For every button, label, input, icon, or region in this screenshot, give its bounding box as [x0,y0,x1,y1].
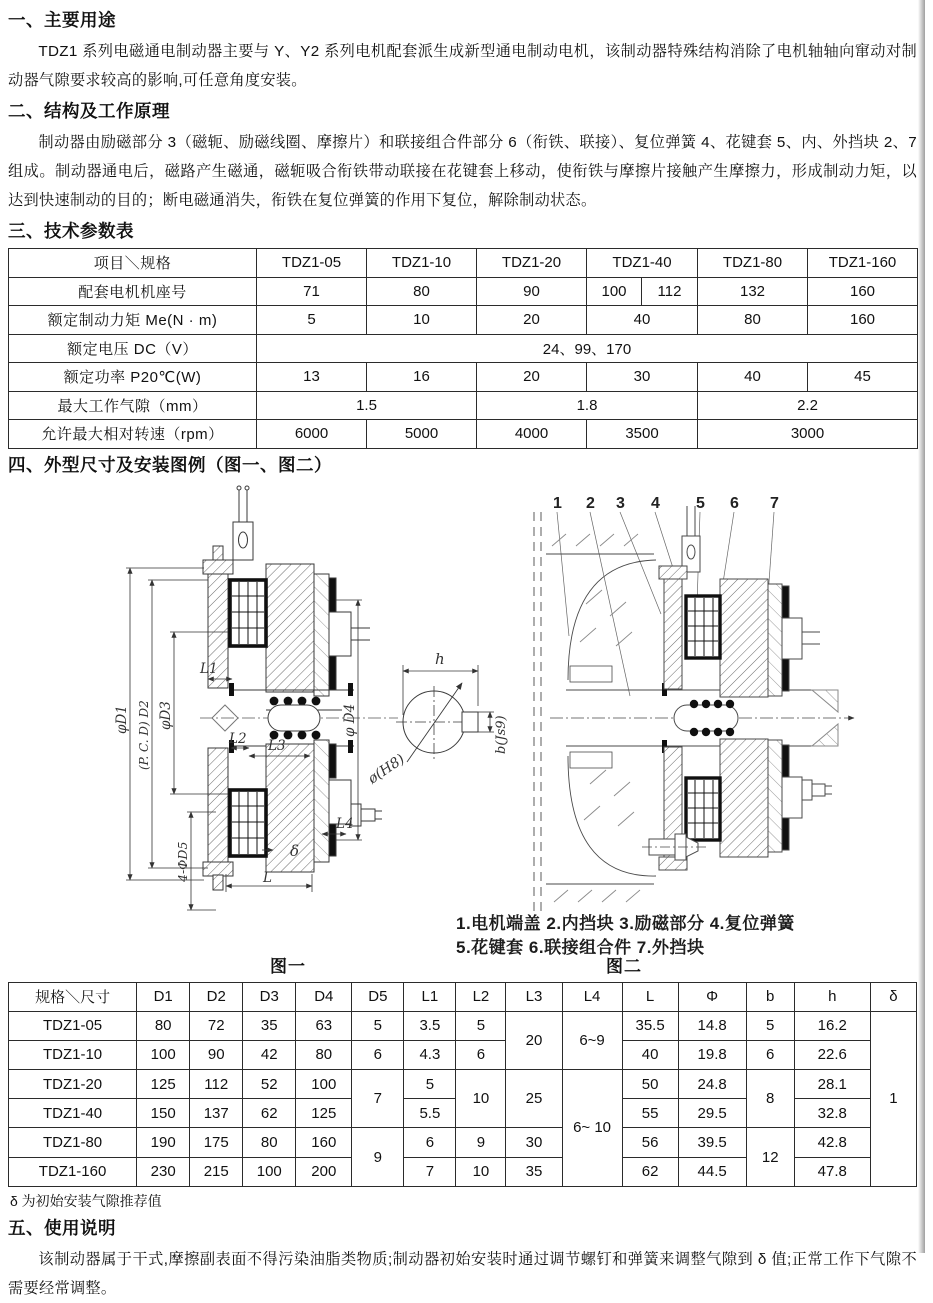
dims-model-cell: TDZ1-160 [9,1157,137,1186]
param-row-label: 最大工作气隙（mm） [9,391,257,420]
fig2-drawing [534,506,854,916]
dims-cell: 5 [404,1070,456,1099]
param-row-power [9,363,918,392]
param-header-cell: TDZ1-05 [257,249,367,278]
dims-cell: 5 [746,1011,794,1040]
dims-cell: 63 [296,1011,352,1040]
dims-cell: 6 [352,1040,404,1069]
dims-cell: 62 [622,1157,678,1186]
param-cell: 6000 [257,420,367,449]
dims-cell: 1 [870,1011,916,1186]
dims-cell: 90 [190,1040,243,1069]
fig2-callout-7: 7 [770,494,779,512]
param-cell: 2.2 [698,391,918,420]
dims-cell: 112 [190,1070,243,1099]
dims-model-cell: TDZ1-20 [9,1070,137,1099]
param-cell: 4000 [477,420,587,449]
dims-cell: 6~ 10 [562,1070,622,1187]
dims-header-cell: D2 [190,982,243,1011]
param-cell: 30 [587,363,698,392]
param-header-row [9,249,918,278]
param-cell: 112 [642,277,698,306]
param-cell: 132 [698,277,808,306]
dims-cell: 80 [243,1128,296,1157]
param-cell: 5 [257,306,367,335]
dims-cell: 32.8 [794,1099,870,1128]
param-row-label: 额定功率 P20℃(W) [9,363,257,392]
dims-cell: 10 [456,1070,506,1128]
dims-header-cell: 规格＼尺寸 [9,982,137,1011]
dims-cell: 137 [190,1099,243,1128]
dims-cell: 80 [137,1011,190,1040]
dims-cell: 47.8 [794,1157,870,1186]
dims-cell: 7 [352,1070,404,1128]
dims-cell: 72 [190,1011,243,1040]
dims-row-tdz1-80 [9,1128,917,1157]
dims-header-cell: b [746,982,794,1011]
dims-cell: 8 [746,1070,794,1128]
dims-cell: 190 [137,1128,190,1157]
section2-heading: 二、结构及工作原理 [8,101,170,121]
fig2-callout-2: 2 [586,494,595,512]
param-header-cell: 项目＼规格 [9,249,257,278]
section4-heading: 四、外型尺寸及安装图例（图一、图二） [8,454,332,475]
param-header-cell: TDZ1-160 [808,249,918,278]
dims-cell: 25 [506,1070,562,1128]
dims-header-cell: D5 [352,982,404,1011]
dims-cell: 160 [296,1128,352,1157]
param-cell: 20 [477,306,587,335]
dims-cell: 62 [243,1099,296,1128]
param-cell: 90 [477,277,587,306]
fig2-callout-6: 6 [730,494,739,512]
dims-model-cell: TDZ1-80 [9,1128,137,1157]
dims-cell: 14.8 [678,1011,746,1040]
dims-cell: 230 [137,1157,190,1186]
dims-cell: 10 [456,1157,506,1186]
fig1-label-key: b(Js9) [494,714,509,754]
fig1-label-d4: φ D4 [342,703,358,737]
section1-paragraph: TDZ1 系列电磁通电制动器主要与 Y、Y2 系列电机配套派生成新型通电制动电机，该制动器特殊结构消除了电机轴轴向窜动对制动器气隙要求较高的影响,可任意角度安装。 [8,43,917,89]
figure2-installation-drawing [506,484,933,924]
dims-cell: 35 [243,1011,296,1040]
dims-cell: 7 [404,1157,456,1186]
dims-header-cell: D1 [137,982,190,1011]
section3-heading: 三、技术参数表 [8,221,134,241]
dims-cell: 29.5 [678,1099,746,1128]
dims-model-cell: TDZ1-10 [9,1040,137,1069]
param-cell: 80 [367,277,477,306]
fig1-label-l2: L2 [229,730,247,747]
dimensions-table [8,982,917,1187]
dims-cell: 9 [456,1128,506,1157]
dims-cell: 200 [296,1157,352,1186]
dims-header-cell: h [794,982,870,1011]
dims-cell: 42.8 [794,1128,870,1157]
dims-cell: 150 [137,1099,190,1128]
param-row-air-gap [9,391,918,420]
dims-cell: 125 [296,1099,352,1128]
dims-header-cell: L4 [562,982,622,1011]
dims-cell: 80 [296,1040,352,1069]
param-cell: 3500 [587,420,698,449]
param-row-label: 允许最大相对转速（rpm） [9,420,257,449]
param-cell: 40 [698,363,808,392]
fig2-callout-3: 3 [616,494,625,512]
figure1-dimension-drawing [96,482,536,947]
dims-cell: 5 [456,1011,506,1040]
param-cell: 16 [367,363,477,392]
dims-cell: 6 [456,1040,506,1069]
param-cell: 71 [257,277,367,306]
param-row-torque [9,306,918,335]
param-row-label: 额定制动力矩 Me(N · m) [9,306,257,335]
fig1-label-delta: δ [290,841,300,860]
param-cell: 160 [808,306,918,335]
dims-cell: 12 [746,1128,794,1186]
param-cell: 1.5 [257,391,477,420]
param-cell: 45 [808,363,918,392]
dims-cell: 39.5 [678,1128,746,1157]
fig1-bore-detail [396,665,494,762]
dims-header-cell: D3 [243,982,296,1011]
dims-cell: 20 [506,1011,562,1069]
dims-header-cell: Φ [678,982,746,1011]
dims-cell: 5 [352,1011,404,1040]
param-header-cell: TDZ1-80 [698,249,808,278]
section1-heading: 一、主要用途 [8,10,116,30]
fig2-callout-4: 4 [651,494,660,512]
dims-cell: 9 [352,1128,404,1186]
dims-cell: 50 [622,1070,678,1099]
fig1-label-l1: L1 [200,660,218,677]
dims-cell: 100 [137,1040,190,1069]
dims-header-cell: L1 [404,982,456,1011]
fig1-label-l3: L3 [268,737,286,754]
dims-cell: 125 [137,1070,190,1099]
fig2-callout-1: 1 [553,494,562,512]
param-cell: 20 [477,363,587,392]
fig1-drawing [200,486,398,890]
dims-cell: 52 [243,1070,296,1099]
dims-header-cell: δ [870,982,916,1011]
param-header-cell: TDZ1-10 [367,249,477,278]
param-row-label: 配套电机机座号 [9,277,257,306]
figure2-caption: 图二 [606,956,642,976]
dims-cell: 5.5 [404,1099,456,1128]
legend-line2: 5.花键套 6.联接组合件 7.外挡块 [456,937,705,957]
technical-parameters-table [8,248,918,449]
dims-cell: 19.8 [678,1040,746,1069]
fig1-label-bore: ø(H8) [365,750,408,787]
dims-cell: 6 [404,1128,456,1157]
dims-cell: 6~9 [562,1011,622,1069]
dims-cell: 44.5 [678,1157,746,1186]
dims-row-tdz1-20 [9,1070,917,1099]
param-row-voltage [9,334,918,363]
fig1-label-d5: 4-ΦD5 [175,841,190,882]
dims-header-cell: D4 [296,982,352,1011]
dims-cell: 40 [622,1040,678,1069]
param-cell: 80 [698,306,808,335]
param-cell: 10 [367,306,477,335]
dims-cell: 100 [243,1157,296,1186]
dims-cell: 215 [190,1157,243,1186]
dims-cell: 175 [190,1128,243,1157]
param-header-cell: TDZ1-20 [477,249,587,278]
section2-paragraph: 制动器由励磁部分 3（磁轭、励磁线圈、摩擦片）和联接组合件部分 6（衔铁、联接）、复位弹簧 4、花键套 5、内、外挡块 2、7 组成。制动器通电后，磁路产生磁通，磁轭吸合衔铁带动联接在花键套上移动，使衔铁与摩擦片接触产生摩擦力，形成制动力矩，以达到快速制动的目的；断电磁通消失，衔铁在复位弹簧的作用下复位，解除制动状态。 [8,134,917,209]
param-cell: 1.8 [477,391,698,420]
dims-header-cell: L [622,982,678,1011]
param-cell: 100 [587,277,642,306]
fig1-label-d3: φD3 [158,700,174,730]
dims-table-note: δ 为初始安装气隙推荐值 [10,1192,162,1209]
dims-cell: 42 [243,1040,296,1069]
fig2-callout-5: 5 [696,494,705,512]
fig1-label-d1: φD1 [114,704,130,734]
dims-row-tdz1-10 [9,1040,917,1069]
dims-cell: 3.5 [404,1011,456,1040]
dims-cell: 55 [622,1099,678,1128]
dims-cell: 16.2 [794,1011,870,1040]
param-cell: 24、99、170 [257,334,918,363]
param-cell: 160 [808,277,918,306]
param-cell: 40 [587,306,698,335]
dims-cell: 100 [296,1070,352,1099]
figures-area [8,482,917,980]
dims-model-cell: TDZ1-40 [9,1099,137,1128]
legend-line1: 1.电机端盖 2.内挡块 3.励磁部分 4.复位弹簧 [456,913,795,933]
dims-cell: 28.1 [794,1070,870,1099]
dims-cell: 30 [506,1128,562,1157]
fig1-label-h: h [435,649,445,668]
dims-cell: 35.5 [622,1011,678,1040]
figure1-caption: 图一 [270,956,306,976]
param-row-motor-frame [9,277,918,306]
param-row-max-speed [9,420,918,449]
fig1-label-l: L [263,869,272,886]
dims-row-tdz1-05 [9,1011,917,1040]
section5-paragraph: 该制动器属于干式,摩擦副表面不得污染油脂类物质;制动器初始安装时通过调节螺钉和弹簧来调整气隙到 δ 值;正常工作下气隙不需要经常调整。 [8,1250,917,1297]
param-cell: 3000 [698,420,918,449]
dims-cell: 22.6 [794,1040,870,1069]
param-cell: 5000 [367,420,477,449]
dims-model-cell: TDZ1-05 [9,1011,137,1040]
param-cell: 13 [257,363,367,392]
dims-cell: 4.3 [404,1040,456,1069]
dims-cell: 6 [746,1040,794,1069]
dims-cell: 35 [506,1157,562,1186]
section5-heading: 五、使用说明 [8,1217,116,1238]
param-row-label: 额定电压 DC（V） [9,334,257,363]
dims-header-cell: L2 [456,982,506,1011]
fig1-label-d2: (P. C. D) D2 [137,699,151,770]
dims-header-row [9,982,917,1011]
dims-cell: 24.8 [678,1070,746,1099]
dims-cell: 56 [622,1128,678,1157]
dims-header-cell: L3 [506,982,562,1011]
param-header-cell: TDZ1-40 [587,249,698,278]
fig1-label-l4: L4 [336,815,354,832]
